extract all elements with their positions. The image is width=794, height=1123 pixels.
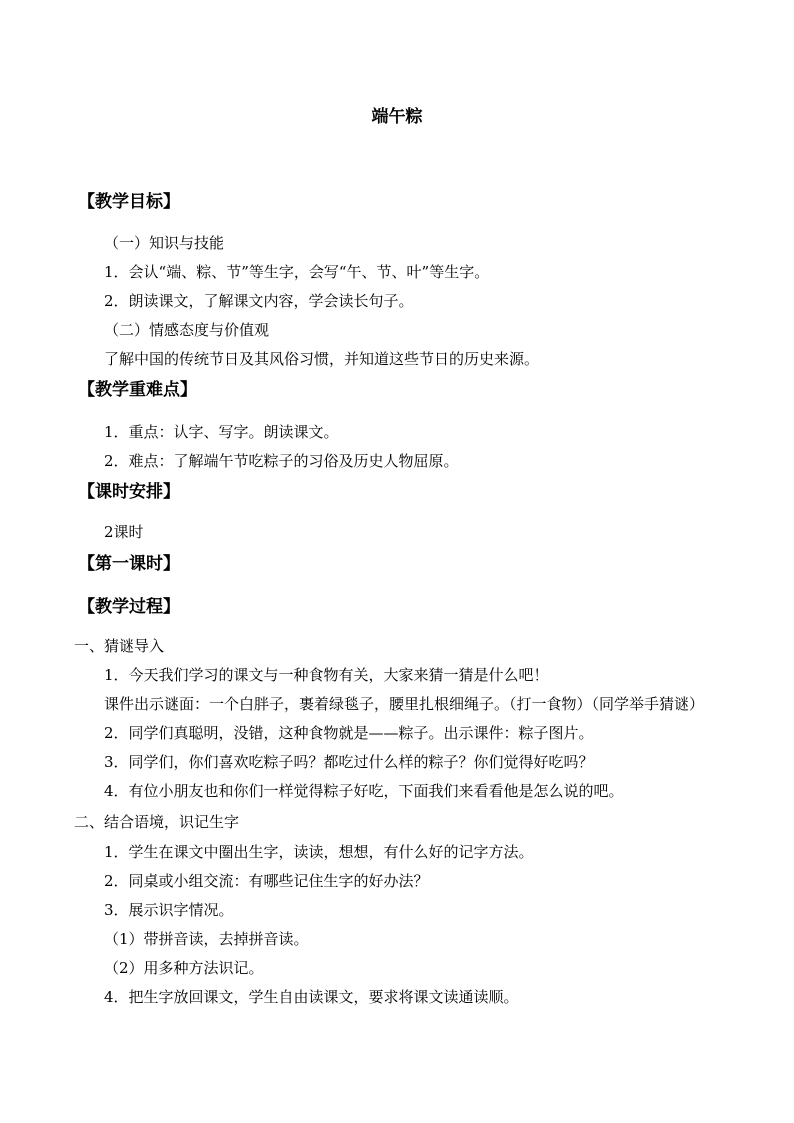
objectives-subheading-knowledge: （一）知识与技能 [104,234,225,252]
process-part1-line-2: 课件出示谜面：一个白胖子，裹着绿毯子，腰里扎根细绳子。（打一食物）（同学举手猜谜） [104,695,705,713]
document-title: 端午粽 [371,107,423,127]
process-part2-line-5: （2）用多种方法识记。 [104,959,264,977]
process-part1-line-4: 3．同学们，你们喜欢吃粽子吗？都吃过什么样的粽子？你们觉得好吃吗？ [104,753,594,771]
process-part1-title: 一、猜谜导入 [74,637,165,655]
process-part2-title: 二、结合语境，识记生字 [74,813,240,831]
process-part2-line-2: 2．同桌或小组交流：有哪些记住生字的好办法？ [104,872,429,890]
process-part2-line-4: （1）带拼音读，去掉拼音读。 [104,930,309,948]
objectives-attitude-text: 了解中国的传统节日及其风俗习惯，并知道这些节日的历史来源。 [104,350,540,368]
key-points-item-2: 2．难点：了解端午节吃粽子的习俗及历史人物屈原。 [104,452,459,470]
objectives-item-2: 2．朗读课文，了解课文内容，学会读长句子。 [104,292,414,310]
process-part2-line-3: 3．展示识字情况。 [104,901,234,919]
section-heading-schedule: 【课时安排】 [78,482,180,502]
key-points-item-1: 1．重点：认字、写字。朗读课文。 [104,423,339,441]
section-heading-first-lesson: 【第一课时】 [78,554,180,574]
schedule-text: 2课时 [104,523,144,541]
objectives-item-1: 1．会认“端、粽、节”等生字，会写“午、节、叶”等生字。 [104,263,490,281]
process-part1-line-1: 1．今天我们学习的课文与一种食物有关，大家来猜一猜是什么吧！ [104,666,549,684]
process-part1-line-5: 4．有位小朋友也和你们一样觉得粽子好吃，下面我们来看看他是怎么说的吧。 [104,782,624,800]
process-part1-line-3: 2．同学们真聪明，没错，这种食物就是——粽子。出示课件：粽子图片。 [104,724,594,742]
section-heading-objectives: 【教学目标】 [78,192,180,212]
objectives-subheading-attitude: （二）情感态度与价值观 [104,321,270,339]
section-heading-process: 【教学过程】 [78,597,180,617]
process-part2-line-6: 4．把生字放回课文，学生自由读课文，要求将课文读通读顺。 [104,988,519,1006]
section-heading-key-points: 【教学重难点】 [78,380,197,400]
process-part2-line-1: 1．学生在课文中圈出生字，读读，想想，有什么好的记字方法。 [104,843,534,861]
